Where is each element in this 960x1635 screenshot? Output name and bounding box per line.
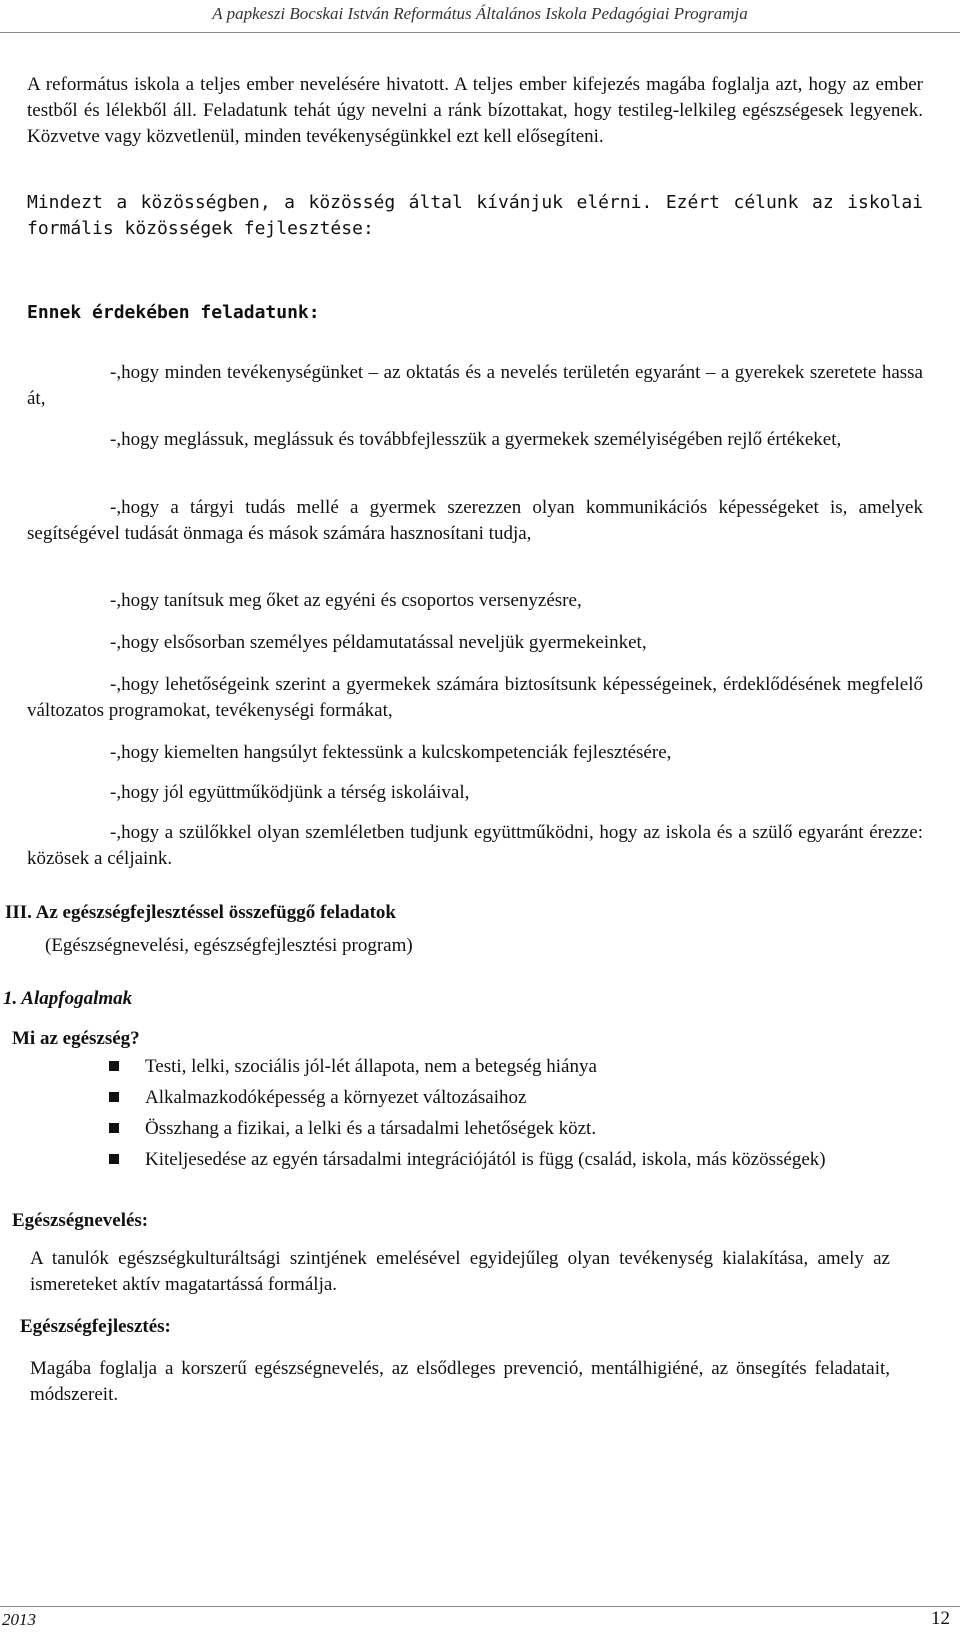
footer-year: 2013 (2, 1610, 36, 1629)
tasks-heading: Ennek érdekében feladatunk: (27, 302, 320, 323)
header-divider (0, 32, 960, 33)
page-header: A papkeszi Bocskai István Református Általános Iskola Pedagógiai Programja (212, 4, 748, 23)
square-bullet-icon (109, 1061, 119, 1071)
square-bullet-icon (109, 1092, 119, 1102)
task-item-2: -,hogy meglássuk, meglássuk és továbbfejlesszük a gyermekek személyiségében rejlő értékeket, (110, 429, 842, 450)
list-item: Alkalmazkodóképesség a környezet változásaihoz (145, 1085, 895, 1111)
health-promotion-text: Magába foglalja a korszerű egészségnevelés, az elsődleges prevenció, mentálhigiéné, az önsegítés feladatait, módszereit. (30, 1358, 890, 1405)
task-item-8: -,hogy jól együttműködjünk a térség iskoláival, (110, 782, 470, 803)
health-education-label: Egészségnevelés: (12, 1210, 149, 1231)
page-number: 12 (931, 1608, 950, 1629)
task-item-4: -,hogy tanítsuk meg őket az egyéni és csoportos versenyzésre, (110, 590, 582, 611)
task-item-6: -,hogy lehetőségeink szerint a gyermekek számára biztosítsunk képességeinek, érdeklődésének megfelelő változatos programokat, tevékenységi formákat, (27, 674, 923, 721)
section-3-subtitle: (Egészségnevelési, egészségfejlesztési program) (45, 935, 413, 956)
list-item: Testi, lelki, szociális jól-lét állapota, nem a betegség hiánya (145, 1054, 895, 1080)
intro-paragraph-1: A református iskola a teljes ember nevelésére hivatott. A teljes ember kifejezés magába foglalja azt, hogy az ember testből és lélekből áll. Feladatunk tehát úgy nevelni a ránk bízottakat, hogy testileg-lelkileg egészségesek legyenek. Közvetve vagy közvetlenül, minden tevékenységünkkel ezt kell elősegíteni. (27, 74, 923, 147)
health-promotion-label: Egészségfejlesztés: (20, 1316, 171, 1337)
concepts-heading: 1. Alapfogalmak (3, 988, 133, 1009)
intro-paragraph-2: Mindezt a közösségben, a közösség által kívánjuk elérni. Ezért célunk az iskolai formális közösségek fejlesztése: (27, 192, 923, 239)
task-item-5: -,hogy elsősorban személyes példamutatással neveljük gyermekeinket, (110, 632, 647, 653)
footer-divider (0, 1606, 960, 1607)
square-bullet-icon (109, 1123, 119, 1133)
health-definition-list (145, 1054, 895, 1178)
square-bullet-icon (109, 1154, 119, 1164)
health-question: Mi az egészség? (12, 1028, 140, 1049)
task-item-3: -,hogy a tárgyi tudás mellé a gyermek szerezzen olyan kommunikációs képességeket is, amelyek segítségével tudását önmaga és mások számára hasznosítani tudja, (27, 497, 923, 544)
list-item: Összhang a fizikai, a lelki és a társadalmi lehetőségek közt. (145, 1116, 895, 1142)
task-item-9: -,hogy a szülőkkel olyan szemléletben tudjunk együttműködni, hogy az iskola és a szülő egyaránt érezze: közösek a céljaink. (27, 822, 923, 869)
health-education-text: A tanulók egészségkulturáltsági szintjének emelésével egyidejűleg olyan tevékenység kialakítása, amely az ismereteket aktív magatartássá formálja. (30, 1248, 890, 1295)
section-3-title: III. Az egészségfejlesztéssel összefüggő feladatok (5, 902, 396, 923)
task-item-7: -,hogy kiemelten hangsúlyt fektessünk a kulcskompetenciák fejlesztésére, (110, 742, 672, 763)
list-item: Kiteljesedése az egyén társadalmi integrációjától is függ (család, iskola, más közösségek) (145, 1147, 895, 1173)
task-item-1: -,hogy minden tevékenységünket – az oktatás és a nevelés területén egyaránt – a gyerekek szeretete hassa át, (27, 362, 923, 409)
